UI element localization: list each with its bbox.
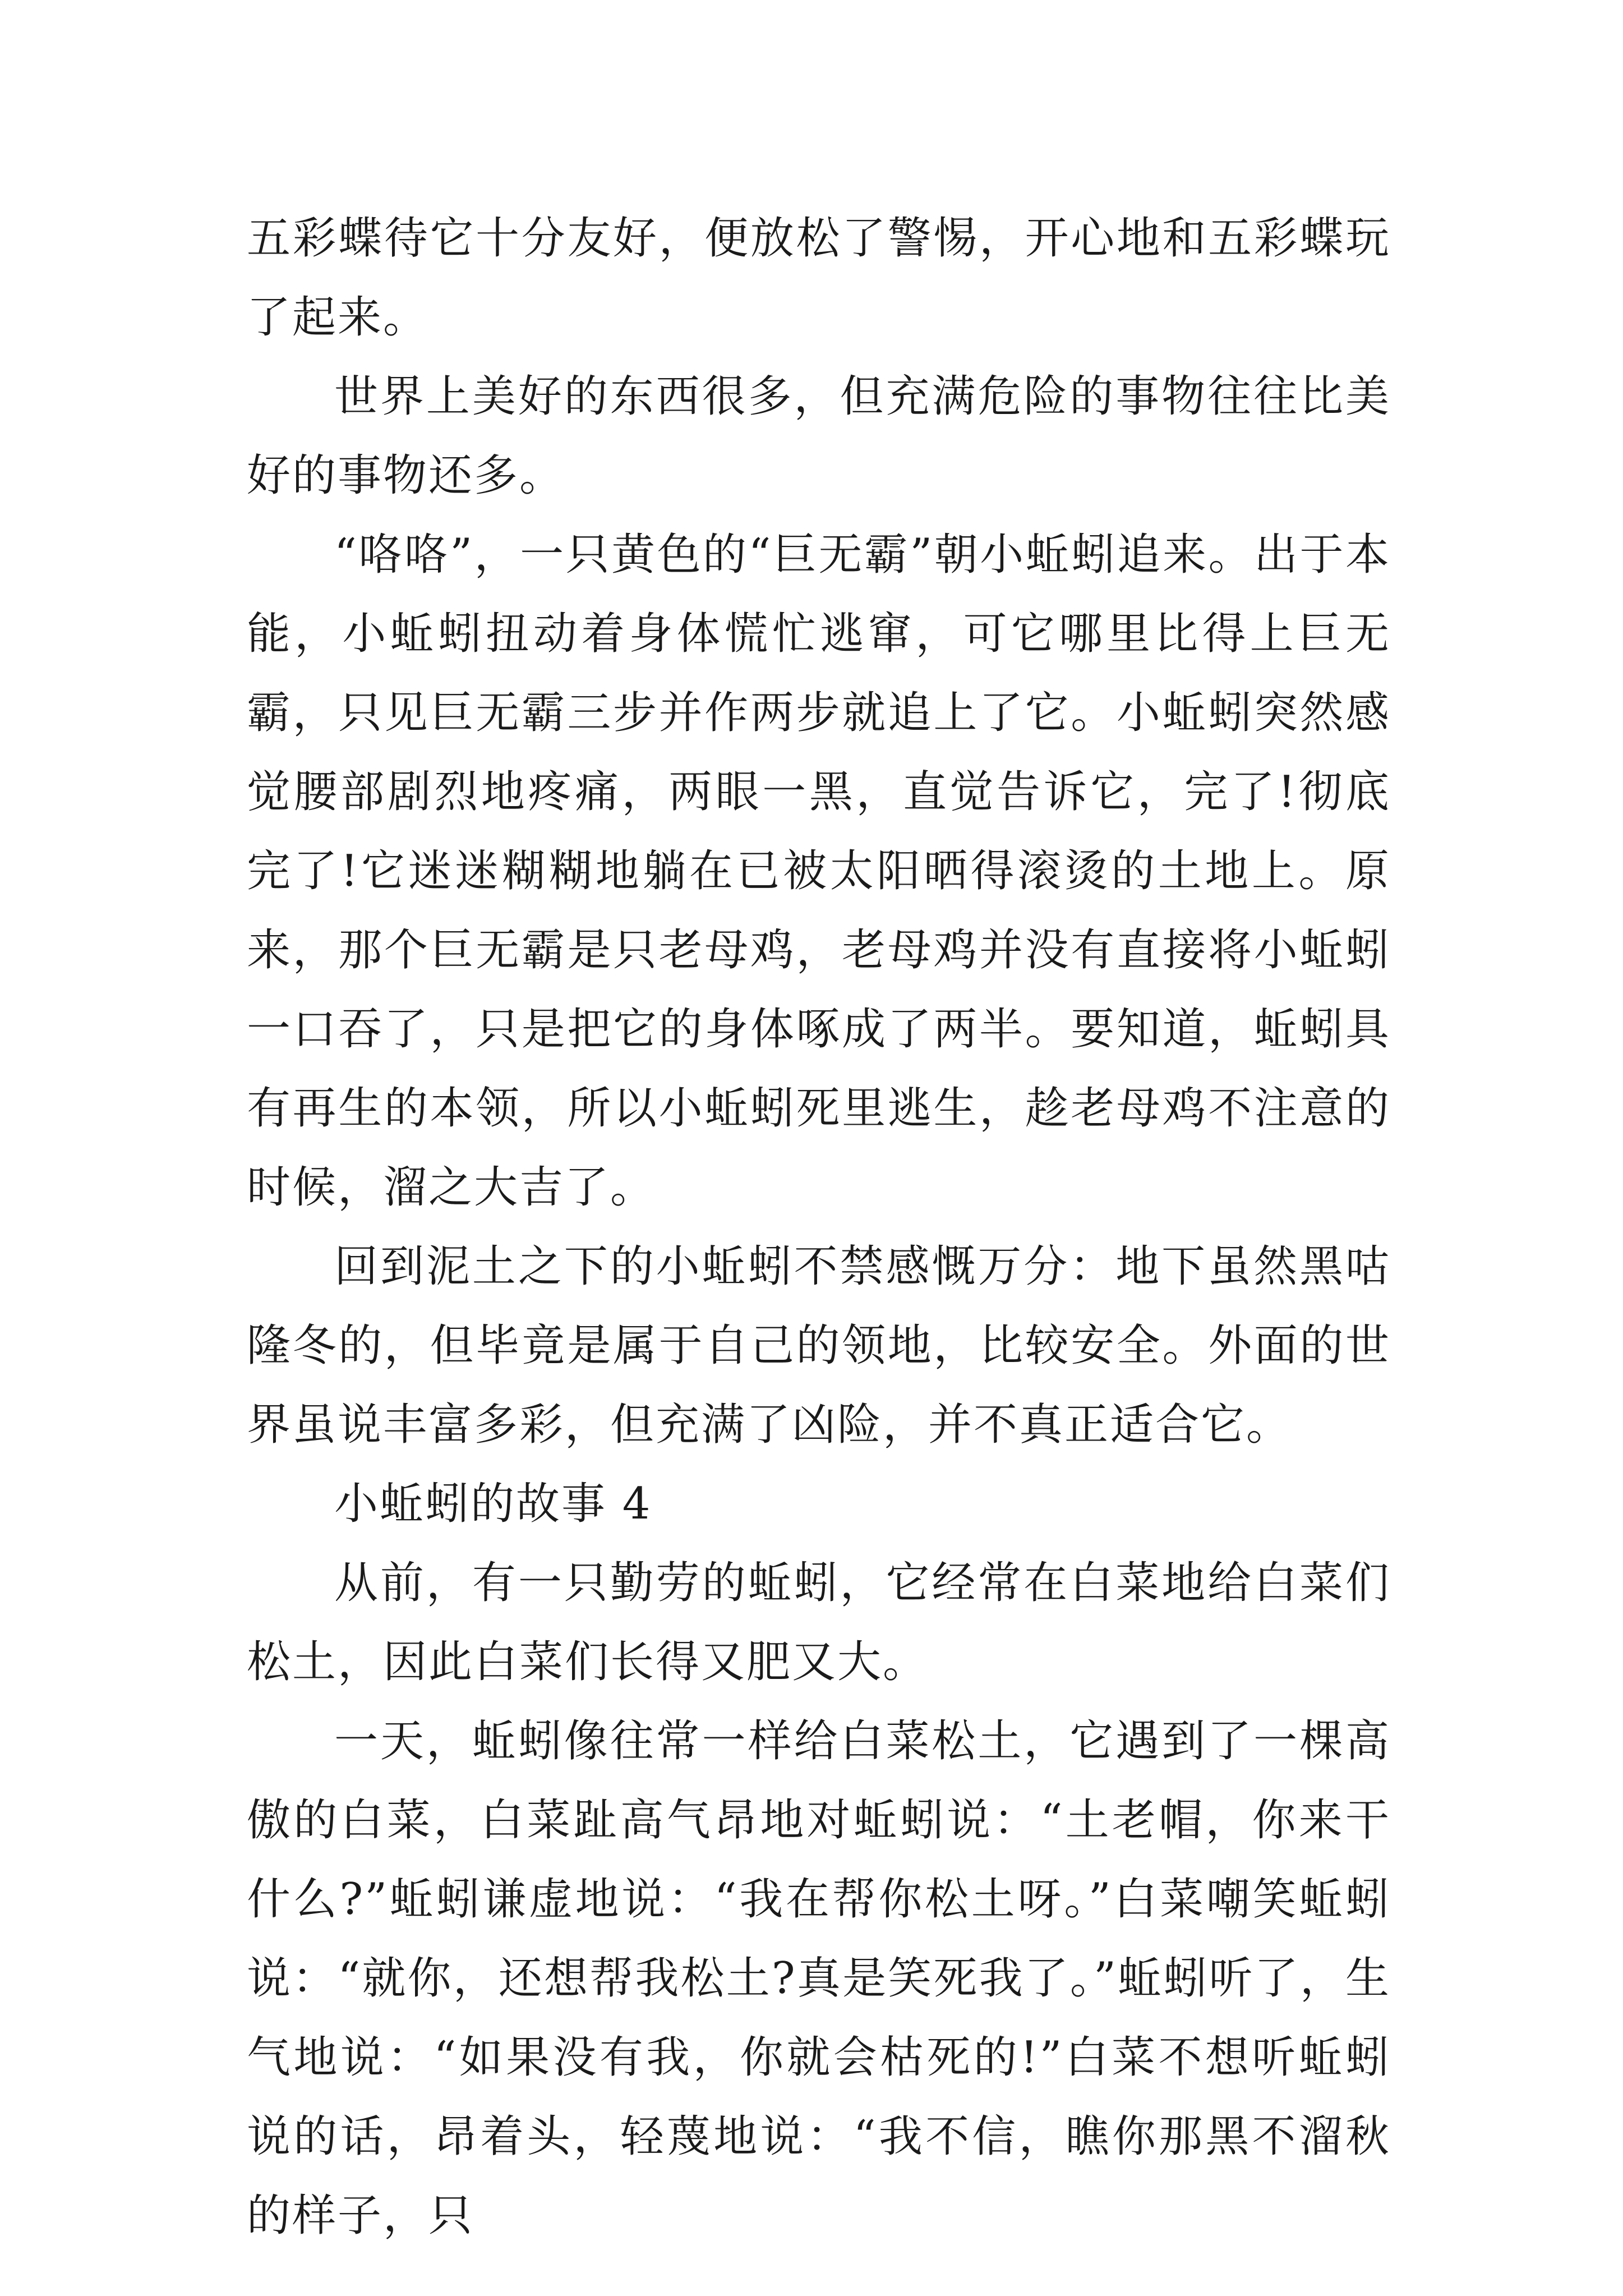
paragraph-6: 一天，蚯蚓像往常一样给白菜松土，它遇到了一棵高傲的白菜，白菜趾高气昂地对蚯蚓说：“土老帽，你来干什么?”蚯蚓谦虚地说：“我在帮你松土呀。”白菜嘲笑蚯蚓说：“就你，还想帮我松土?真是笑死我了。”蚯蚓听了，生气地说：“如果没有我，你就会枯死的!”白菜不想听蚯蚓说的话，昂着头，轻蔑地说：“我不信，瞧你那黑不溜秋的样子，只 (247, 1716, 1391, 2241)
paragraph-4: 回到泥土之下的小蚯蚓不禁感慨万分：地下虽然黑咕隆冬的，但毕竟是属于自己的领地，比较安全。外面的世界虽说丰富多彩，但充满了凶险，并不真正适合它。 (247, 1241, 1391, 1450)
paragraph-3: “咯咯”，一只黄色的“巨无霸”朝小蚯蚓追来。出于本能，小蚯蚓扭动着身体慌忙逃窜，可它哪里比得上巨无霸，只见巨无霸三步并作两步就追上了它。小蚯蚓突然感觉腰部剧烈地疼痛，两眼一黑，直觉告诉它，完了!彻底完了!它迷迷糊糊地躺在已被太阳晒得滚烫的土地上。原来，那个巨无霸是只老母鸡，老母鸡并没有直接将小蚯蚓一口吞了，只是把它的身体啄成了两半。要知道，蚯蚓具有再生的本领，所以小蚯蚓死里逃生，趁老母鸡不注意的时候，溜之大吉了。 (247, 530, 1391, 1213)
paragraph-1: 五彩蝶待它十分友好，便放松了警惕，开心地和五彩蝶玩了起来。 (247, 213, 1391, 343)
document-body (247, 199, 1391, 2256)
paragraph-5: 从前，有一只勤劳的蚯蚓，它经常在白菜地给白菜们松土，因此白菜们长得又肥又大。 (247, 1558, 1391, 1687)
paragraph-2: 世界上美好的东西很多，但充满危险的事物往往比美好的事物还多。 (247, 371, 1391, 501)
story-heading: 小蚯蚓的故事 4 (334, 1479, 652, 1529)
